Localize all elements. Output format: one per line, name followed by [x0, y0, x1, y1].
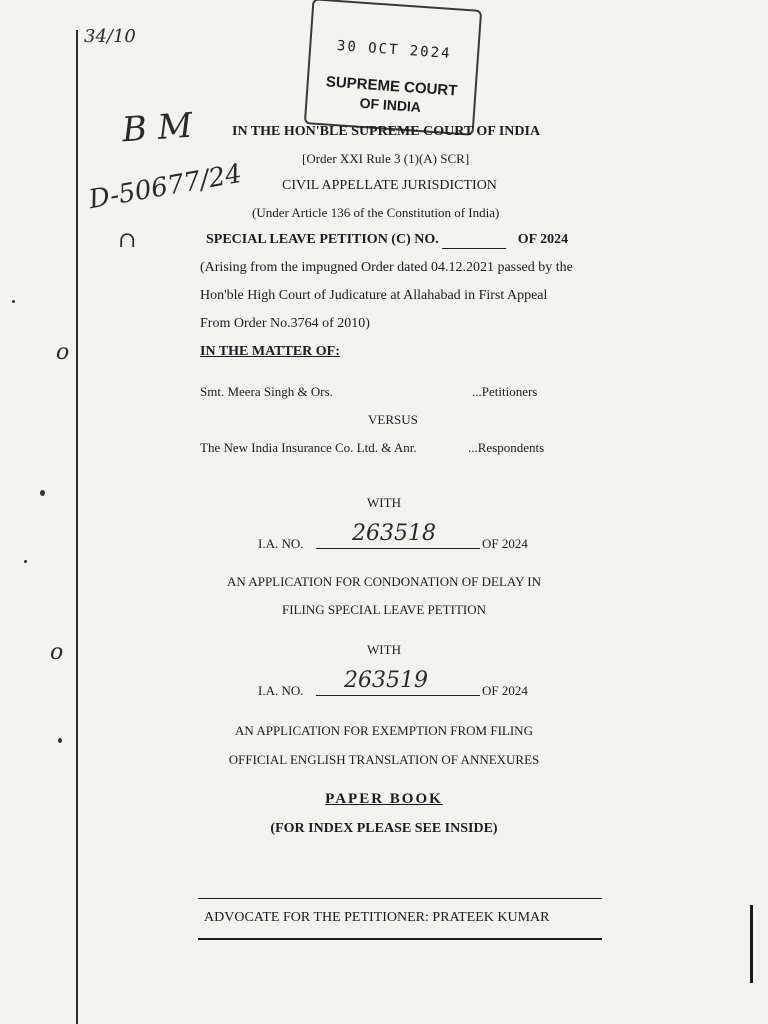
handwritten-diary-number: D-50677/24: [86, 158, 245, 216]
article-reference: (Under Article 136 of the Constitution of India): [252, 205, 500, 220]
petitioner-name: Smt. Meera Singh & Ors.: [200, 384, 333, 399]
stamp-line-1: SUPREME COURT: [325, 73, 458, 100]
ia-year-2: OF 2024: [482, 683, 528, 698]
arising-line-3: From Order No.3764 of 2010): [200, 316, 370, 331]
ia-label-1: I.A. NO.: [258, 536, 304, 551]
margin-ring: o: [50, 640, 64, 665]
stamp-line-2: OF INDIA: [359, 94, 422, 116]
stamp-date: 30 OCT 2024: [336, 38, 452, 63]
margin-ring: o: [56, 340, 70, 365]
application-1-line-1: AN APPLICATION FOR CONDONATION OF DELAY IN: [227, 574, 541, 589]
order-reference: [Order XXI Rule 3 (1)(A) SCR]: [302, 151, 470, 166]
application-2-line-2: OFFICIAL ENGLISH TRANSLATION OF ANNEXURES: [228, 752, 540, 767]
received-stamp: [304, 0, 482, 136]
advocate-line: ADVOCATE FOR THE PETITIONER: PRATEEK KUMAR: [204, 910, 550, 925]
respondent-role: ...Respondents: [468, 440, 545, 455]
handwritten-initials: B M: [120, 105, 194, 151]
with-2: WITH: [367, 642, 401, 657]
handwritten-page-ref: 34/10: [84, 26, 136, 47]
arising-line-1: (Arising from the impugned Order dated 04.12.2021 passed by the: [200, 260, 573, 275]
respondent-name: The New India Insurance Co. Ltd. & Anr.: [200, 440, 417, 455]
handwritten-mark: ∩: [118, 228, 137, 253]
application-1-line-2: FILING SPECIAL LEAVE PETITION: [281, 602, 486, 617]
right-edge-mark: [750, 905, 753, 983]
matter-heading: IN THE MATTER OF:: [200, 344, 340, 359]
ia-year-1: OF 2024: [482, 536, 528, 551]
jurisdiction: CIVIL APPELLATE JURISDICTION: [282, 178, 497, 193]
ia-blank-1: [316, 548, 480, 549]
slp-number-blank: [442, 232, 506, 249]
ia-label-2: I.A. NO.: [258, 683, 304, 698]
versus: VERSUS: [368, 412, 418, 427]
footer-rule-top: [198, 898, 602, 899]
application-2-line-1: AN APPLICATION FOR EXEMPTION FROM FILING: [235, 723, 533, 738]
ia-number-1: 263518: [352, 521, 436, 546]
ia-blank-2: [316, 695, 480, 696]
left-margin-line: [76, 30, 78, 1024]
slp-year: OF 2024: [517, 232, 569, 247]
footer-rule-bottom: [198, 938, 602, 940]
arising-line-2: Hon'ble High Court of Judicature at Allahabad in First Appeal: [200, 288, 548, 303]
paper-book-title: PAPER BOOK: [325, 791, 443, 807]
court-title: IN THE HON'BLE SUPREME COURT OF INDIA: [232, 124, 541, 139]
slp-label: SPECIAL LEAVE PETITION (C) NO.: [206, 232, 439, 247]
speck: [24, 560, 27, 563]
with-1: WITH: [367, 495, 401, 510]
petitioner-role: ...Petitioners: [472, 384, 538, 399]
speck: [12, 300, 15, 303]
paper-book-subtitle: (FOR INDEX PLEASE SEE INSIDE): [270, 821, 498, 836]
ia-number-2: 263519: [344, 668, 428, 693]
slp-line: [206, 232, 568, 249]
